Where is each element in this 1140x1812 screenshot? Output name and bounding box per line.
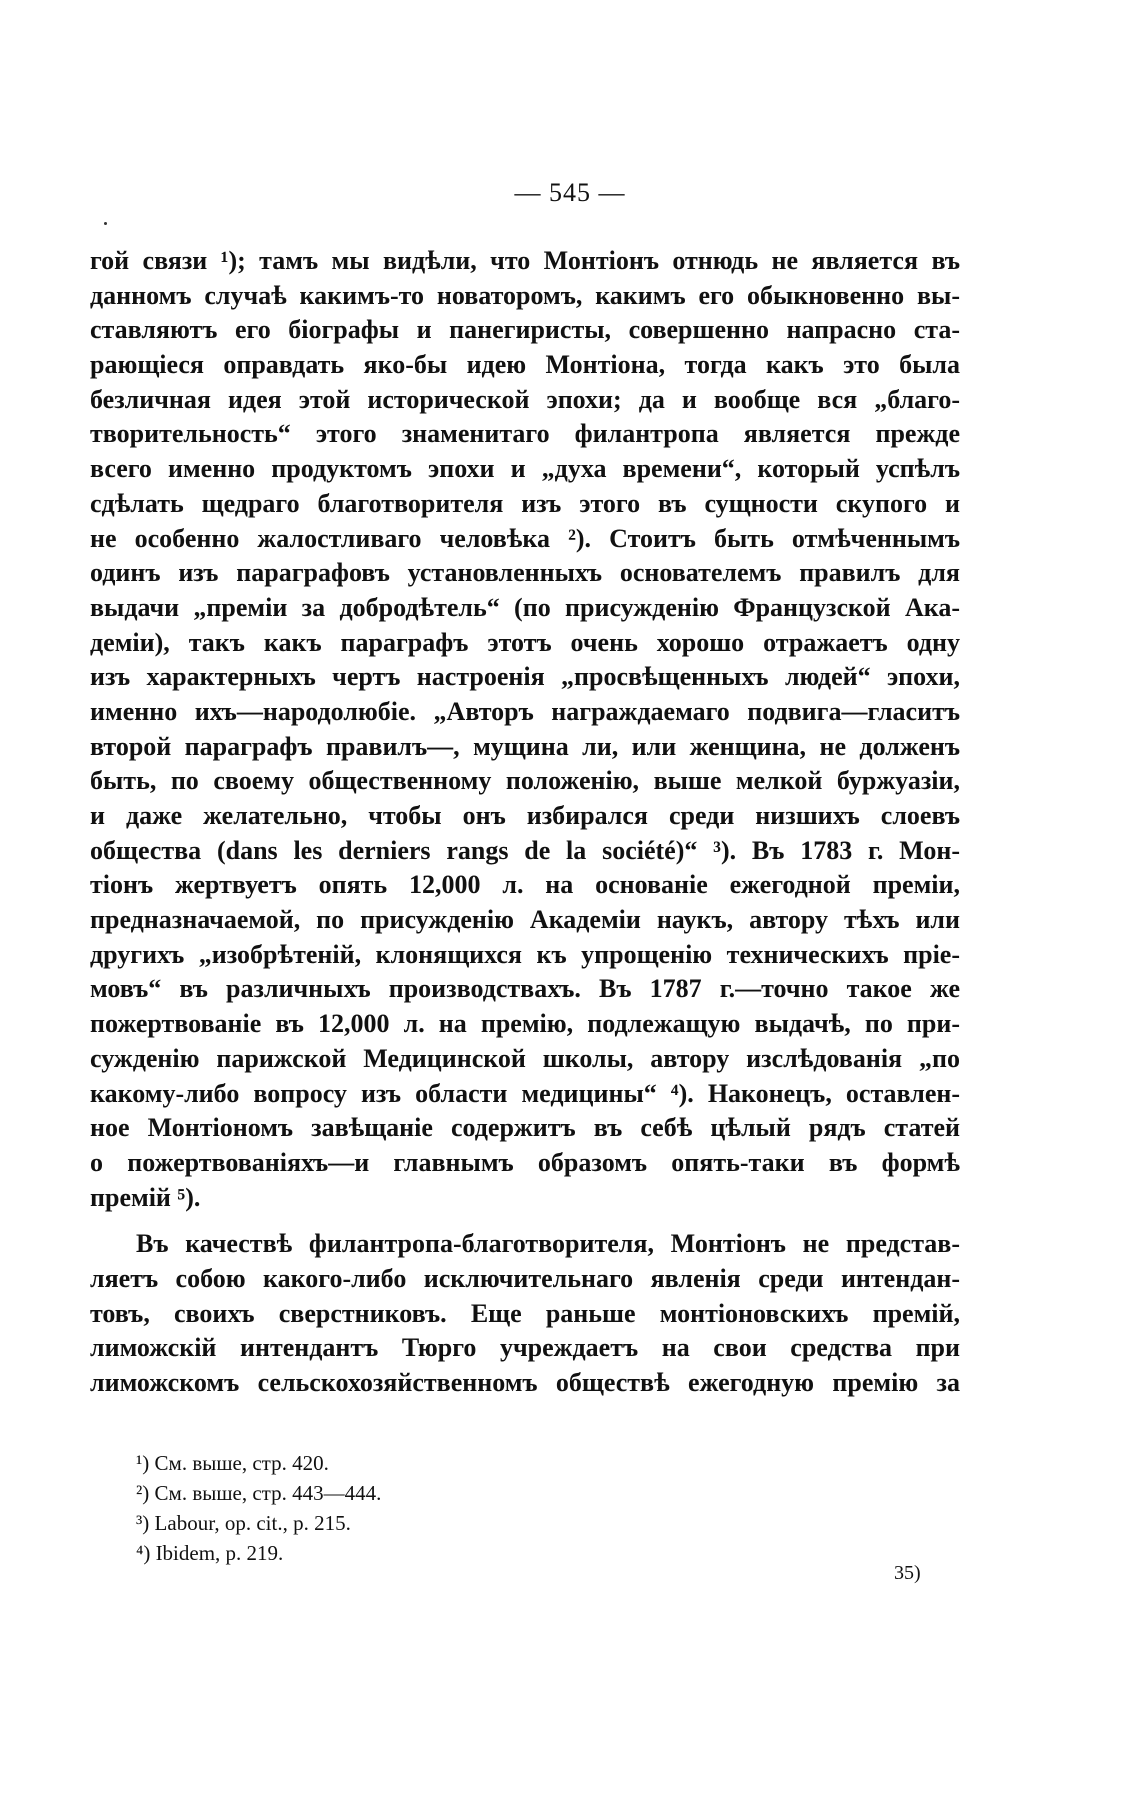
text-line: изъ характерныхъ чертъ настроенія „просвѣщенныхъ людей“ эпохи, bbox=[90, 662, 960, 692]
text-line: данномъ случаѣ какимъ-то новаторомъ, какимъ его обыкновенно вы- bbox=[90, 280, 960, 310]
text-line: сдѣлать щедраго благотворителя изъ этого въ сущности скупого и bbox=[90, 488, 960, 518]
page-number: — 545 — bbox=[514, 178, 626, 207]
text-line: ляетъ собою какого-либо исключительнаго явленія среди интендан- bbox=[90, 1263, 960, 1293]
text-line: безличная идея этой исторической эпохи; да и вообще вся „благо- bbox=[90, 384, 960, 414]
footnote: ²) См. выше, стр. 443—444. bbox=[136, 1481, 382, 1505]
text-line: не особенно жалостливаго человѣка ²). Стоитъ быть отмѣченнымъ bbox=[90, 523, 960, 553]
text-line: товъ, своихъ сверстниковъ. Еще раньше монтіоновскихъ премій, bbox=[90, 1298, 960, 1328]
text-line: предназначаемой, по присужденію Академіи наукъ, автору тѣхъ или bbox=[90, 905, 960, 935]
text-line: тіонъ жертвуетъ опять 12,000 л. на основаніе ежегодной преміи, bbox=[90, 870, 960, 900]
printer-signature: 35) bbox=[894, 1562, 921, 1584]
text-line: быть, по своему общественному положенію, выше мелкой буржуазіи, bbox=[90, 766, 960, 796]
body-text bbox=[90, 244, 960, 1401]
footnote: ³) Labour, op. cit., p. 215. bbox=[136, 1511, 351, 1535]
text-line: ное Монтіономъ завѣщаніе содержитъ въ себѣ цѣлый рядъ статей bbox=[90, 1113, 960, 1143]
text-line: выдачи „преміи за добродѣтель“ (по присужденію Французской Ака- bbox=[90, 592, 960, 622]
text-line: одинъ изъ параграфовъ установленныхъ основателемъ правилъ для bbox=[90, 558, 960, 588]
text-line: рающіеся оправдать яко-бы идею Монтіона, тогда какъ это была bbox=[90, 350, 960, 380]
text-line: именно ихъ—народолюбіе. „Авторъ награждаемаго подвига—гласитъ bbox=[90, 696, 960, 726]
text-line: второй параграфъ правилъ—, мущина ли, или женщина, не долженъ bbox=[90, 731, 960, 761]
ink-speck bbox=[104, 222, 107, 225]
footnotes bbox=[136, 1448, 736, 1568]
footnote: ⁴) Ibidem, p. 219. bbox=[136, 1541, 284, 1565]
text-line: творительность“ этого знаменитаго филантропа является прежде bbox=[90, 419, 960, 449]
text-line: Въ качествѣ филантропа-благотворителя, Монтіонъ не представ- bbox=[136, 1229, 960, 1259]
text-line: премій ⁵). bbox=[90, 1182, 201, 1212]
text-line: мовъ“ въ различныхъ производствахъ. Въ 1787 г.—точно такое же bbox=[90, 974, 960, 1004]
footnote: ¹) См. выше, стр. 420. bbox=[136, 1451, 329, 1475]
text-line: всего именно продуктомъ эпохи и „духа времени“, который успѣлъ bbox=[90, 454, 960, 484]
text-line: ставляютъ его біографы и панегиристы, совершенно напрасно ста- bbox=[90, 315, 960, 345]
text-line: о пожертвованіяхъ—и главнымъ образомъ опять-таки въ формѣ bbox=[90, 1147, 960, 1177]
text-line: деміи), такъ какъ параграфъ этотъ очень хорошо отражаетъ одну bbox=[90, 627, 960, 657]
text-line: общества (dans les derniers rangs de la société)“ ³). Въ 1783 г. Мон- bbox=[90, 835, 960, 865]
text-line: лиможскій интендантъ Тюрго учреждаетъ на свои средства при bbox=[90, 1333, 960, 1363]
text-line: пожертвованіе въ 12,000 л. на премію, подлежащую выдачѣ, по при- bbox=[90, 1009, 960, 1039]
text-line: и даже желательно, чтобы онъ избирался среди низшихъ слоевъ bbox=[90, 801, 960, 830]
text-line: другихъ „изобрѣтеній, клонящихся къ упрощенію техническихъ пріе- bbox=[90, 939, 960, 969]
paragraph-gap bbox=[90, 1215, 960, 1227]
text-line: гой связи ¹); тамъ мы видѣли, что Монтіонъ отнюдь не является въ bbox=[90, 246, 960, 275]
text-line: сужденію парижской Медицинской школы, автору изслѣдованія „по bbox=[90, 1043, 960, 1073]
text-line: какому-либо вопросу изъ области медицины“ ⁴). Наконецъ, оставлен- bbox=[90, 1078, 960, 1108]
text-line: лиможскомъ сельскохозяйственномъ обществѣ ежегодную премію за bbox=[90, 1368, 960, 1397]
